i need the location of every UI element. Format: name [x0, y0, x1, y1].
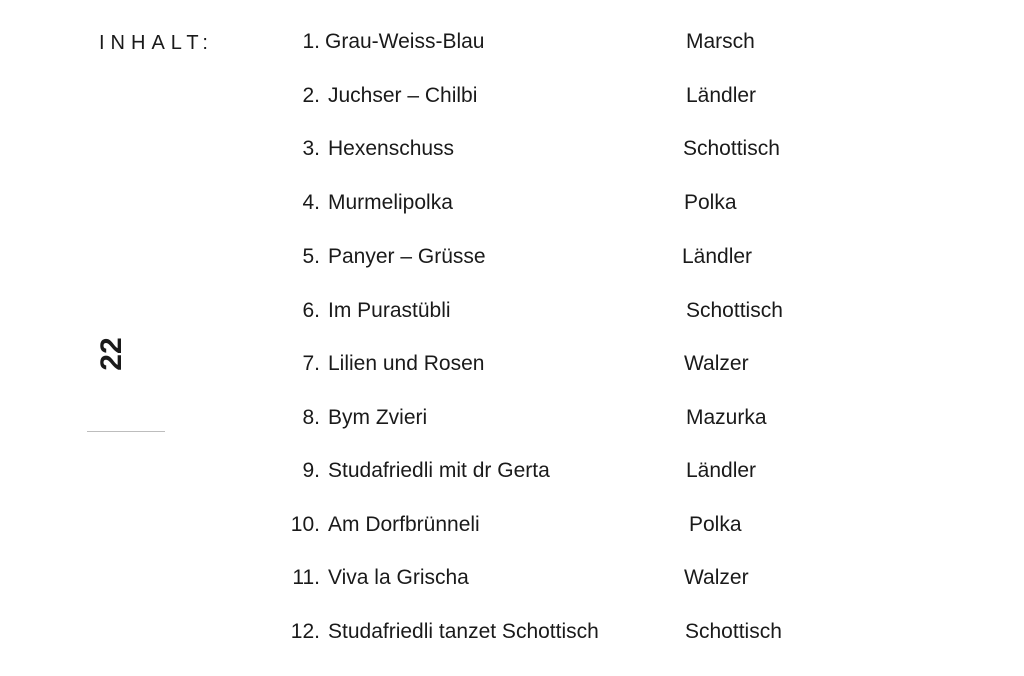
item-genre: Marsch [686, 30, 755, 53]
item-title: Studafriedli mit dr Gerta [328, 459, 550, 482]
item-genre: Ländler [682, 245, 753, 268]
item-genre: Schottisch [686, 299, 783, 322]
item-number: 5. [302, 245, 320, 268]
item-genre: Schottisch [685, 620, 782, 643]
list-item [0, 510, 1024, 540]
item-title: Viva la Grischa [328, 566, 469, 589]
list-item [0, 563, 1024, 593]
list-item [0, 617, 1024, 647]
list-item [0, 134, 1024, 164]
item-number: 11. [292, 566, 320, 589]
item-title: Grau-Weiss-Blau [325, 30, 485, 53]
item-title: Panyer – Grüsse [328, 245, 486, 268]
item-number: 4. [302, 191, 320, 214]
item-title: Am Dorfbrünneli [328, 513, 480, 536]
list-item [0, 296, 1024, 326]
item-genre: Mazurka [686, 406, 767, 429]
item-title: Bym Zvieri [328, 406, 428, 429]
list-item [0, 403, 1024, 433]
item-number: 8. [302, 406, 320, 429]
item-genre: Walzer [684, 352, 749, 375]
item-title: Lilien und Rosen [328, 352, 485, 375]
item-genre: Ländler [686, 459, 757, 482]
item-title: Juchser – Chilbi [328, 84, 478, 107]
item-number: 10. [290, 513, 320, 536]
list-item [0, 456, 1024, 486]
item-number: 12. [290, 620, 320, 643]
item-number: 1. [302, 30, 320, 53]
item-title: Im Purastübli [328, 299, 451, 322]
list-item [0, 242, 1024, 272]
item-genre: Walzer [684, 566, 749, 589]
item-number: 7. [302, 352, 320, 375]
item-number: 6. [302, 299, 320, 322]
list-item [0, 81, 1024, 111]
list-item [0, 349, 1024, 379]
item-genre: Polka [689, 513, 742, 536]
item-number: 2. [302, 84, 320, 107]
item-genre: Schottisch [683, 137, 780, 160]
contents-heading: INHALT: [99, 32, 214, 54]
item-title: Hexenschuss [328, 137, 455, 160]
item-genre: Polka [684, 191, 737, 214]
list-item [0, 27, 1024, 57]
item-number: 9. [302, 459, 320, 482]
item-genre: Ländler [686, 84, 757, 107]
item-title: Studafriedli tanzet Schottisch [328, 620, 599, 643]
list-item [0, 188, 1024, 218]
page-number: 22 [95, 337, 128, 371]
item-title: Murmelipolka [328, 191, 453, 214]
item-number: 3. [302, 137, 320, 160]
